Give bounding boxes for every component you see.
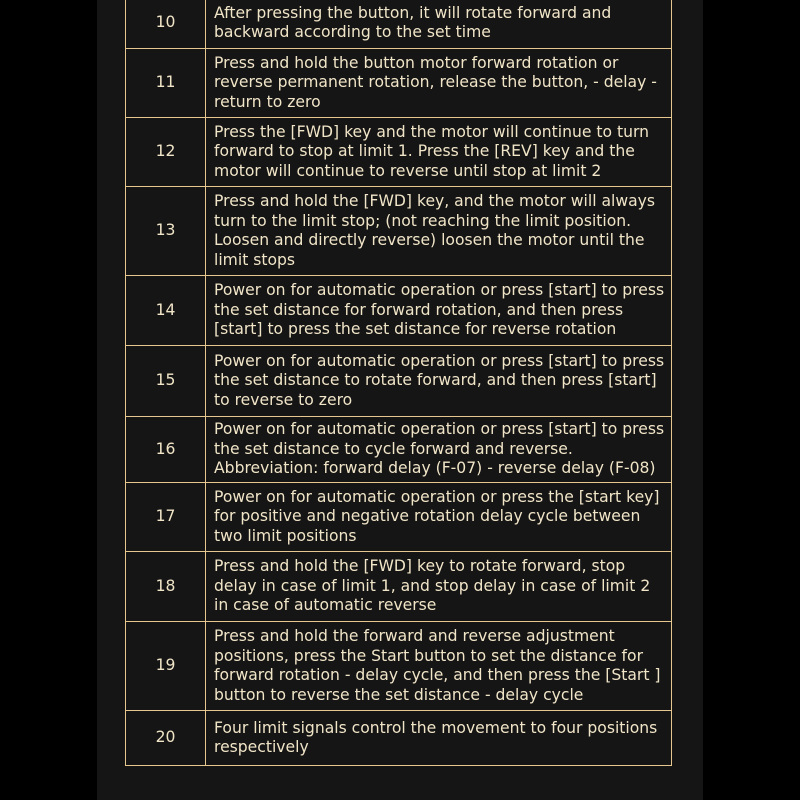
row-number: 10: [126, 0, 206, 49]
row-number: 14: [126, 276, 206, 346]
row-number: 13: [126, 187, 206, 276]
table-row: [126, 0, 672, 49]
row-description: Four limit signals control the movement to four positions respectively: [206, 711, 672, 766]
table-row: [126, 346, 672, 417]
table-row: [126, 417, 672, 483]
row-description: Press and hold the [FWD] key, and the motor will always turn to the limit stop; (not reaching the limit position. Loosen and directly reverse) loosen the motor until the limit stops: [206, 187, 672, 276]
row-description: Press and hold the button motor forward rotation or reverse permanent rotation, release the button, - delay - return to zero: [206, 49, 672, 118]
row-description: Power on for automatic operation or press [start] to press the set distance for forward rotation, and then press [start] to press the set distance for reverse rotation: [206, 276, 672, 346]
table-row: [126, 276, 672, 346]
table-row: [126, 118, 672, 187]
table-row: [126, 711, 672, 766]
row-description: Press and hold the [FWD] key to rotate forward, stop delay in case of limit 1, and stop delay in case of limit 2 in case of automatic reverse: [206, 552, 672, 622]
row-number: 12: [126, 118, 206, 187]
row-description: After pressing the button, it will rotate forward and backward according to the set time: [206, 0, 672, 49]
mode-table: [125, 0, 672, 766]
table-row: [126, 187, 672, 276]
row-description: Press the [FWD] key and the motor will continue to turn forward to stop at limit 1. Press the [REV] key and the motor will continue to reverse until stop at limit 2: [206, 118, 672, 187]
table-row: [126, 552, 672, 622]
row-number: 16: [126, 417, 206, 483]
table-row: [126, 622, 672, 711]
table-row: [126, 49, 672, 118]
row-number: 15: [126, 346, 206, 417]
row-description: Power on for automatic operation or press the [start key] for positive and negative rotation delay cycle between two limit positions: [206, 483, 672, 552]
table-row: [126, 483, 672, 552]
row-number: 17: [126, 483, 206, 552]
row-number: 11: [126, 49, 206, 118]
row-description: Power on for automatic operation or press [start] to press the set distance to cycle forward and reverse. Abbreviation: forward delay (F-07) - reverse delay (F-08): [206, 417, 672, 483]
row-description: Press and hold the forward and reverse adjustment positions, press the Start button to set the distance for forward rotation - delay cycle, and then press the [Start ] button to reverse the set distance - delay cycle: [206, 622, 672, 711]
row-description: Power on for automatic operation or press [start] to press the set distance to rotate forward, and then press [start] to reverse to zero: [206, 346, 672, 417]
row-number: 20: [126, 711, 206, 766]
row-number: 18: [126, 552, 206, 622]
row-number: 19: [126, 622, 206, 711]
